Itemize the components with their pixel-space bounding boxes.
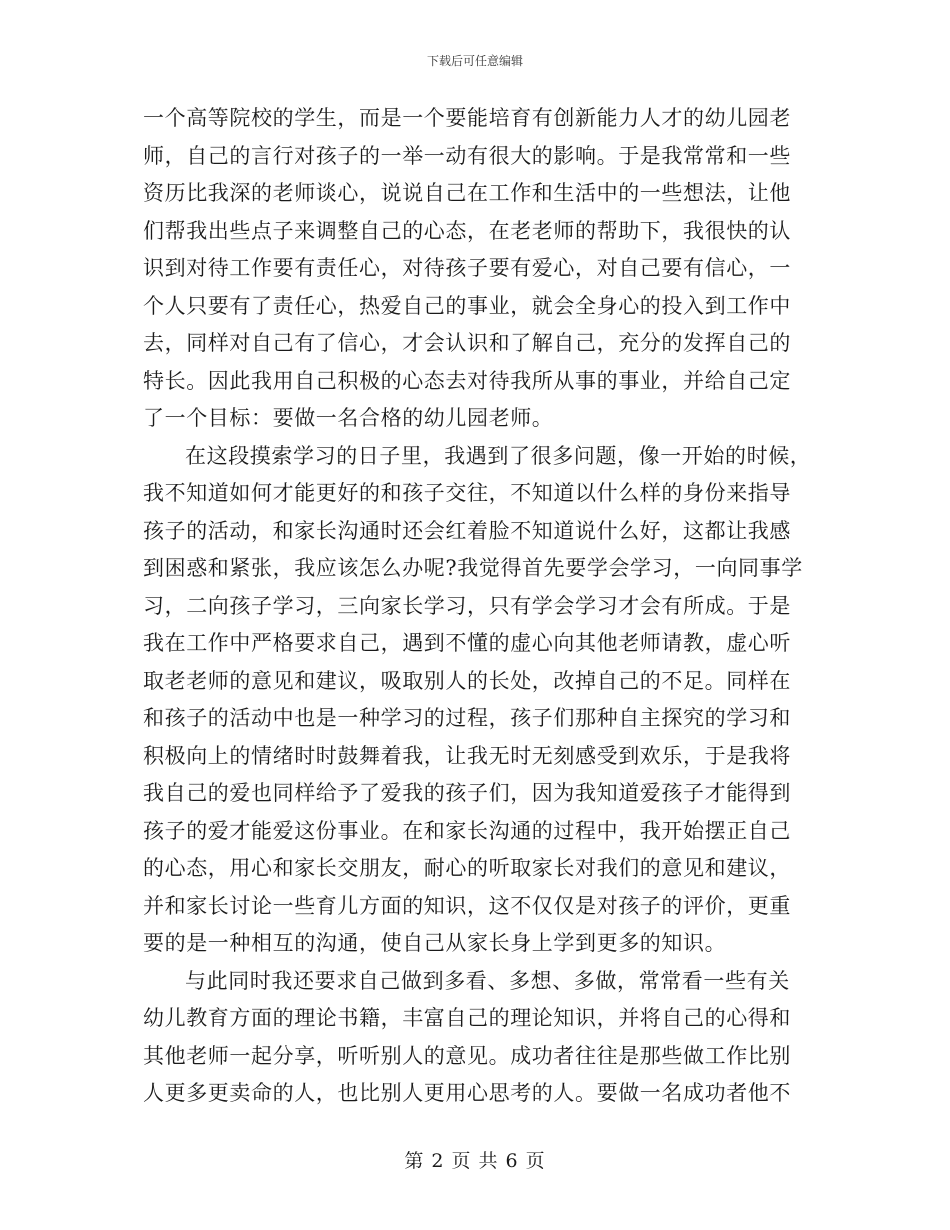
text-line: 和孩子的活动中也是一种学习的过程，孩子们那种自主探究的学习和: [143, 706, 791, 730]
body-text: [143, 100, 812, 1113]
text-line: 我在工作中严格要求自己，遇到不懂的虚心向其他老师请教，虚心听: [143, 631, 791, 655]
text-line: 要的是一种相互的沟通，使自己从家长身上学到更多的知识。: [143, 931, 727, 955]
text-line: 幼儿教育方面的理论书籍，丰富自己的理论知识，并将自己的心得和: [143, 1006, 791, 1030]
page-number: 第 2 页 共 6 页: [404, 1150, 546, 1172]
text-line: 个人只要有了责任心，热爱自己的事业，就会全身心的投入到工作中: [143, 293, 791, 318]
text-line: 到困惑和紧张，我应该怎么办呢?我觉得首先要学会学习，一向同事学: [143, 556, 803, 580]
text-line: 人更多更卖命的人，也比别人更用心思考的人。要做一名成功者他不: [143, 1081, 791, 1105]
text-line: 资历比我深的老师谈心，说说自己在工作和生活中的一些想法，让他: [143, 181, 791, 205]
text-line: 并和家长讨论一些育儿方面的知识，这不仅仅是对孩子的评价，更重: [143, 893, 791, 918]
text-line: 取老老师的意见和建议，吸取别人的长处，改掉自己的不足。同样在: [143, 668, 791, 693]
text-line: 其他老师一起分享，听听别人的意见。成功者往往是那些做工作比别: [143, 1043, 791, 1068]
text-line: 我不知道如何才能更好的和孩子交往，不知道以什么样的身份来指导: [143, 481, 791, 505]
text-line: 孩子的活动，和家长沟通时还会红着脸不知道说什么好，这都让我感: [143, 518, 791, 543]
text-line: 与此同时我还要求自己做到多看、多想、多做，常常看一些有关: [185, 968, 790, 993]
text-line: 在这段摸索学习的日子里，我遇到了很多问题，像一开始的时候，: [185, 443, 812, 468]
text-line: 特长。因此我用自己积极的心态去对待我所从事的事业，并给自己定: [143, 368, 791, 393]
text-line: 师，自己的言行对孩子的一举一动有很大的影响。于是我常常和一些: [143, 143, 791, 168]
text-line: 去，同样对自己有了信心，才会认识和了解自己，充分的发挥自己的: [143, 331, 791, 355]
page-header: 下载后可任意编辑: [426, 54, 523, 68]
text-line: 的心态，用心和家长交朋友，耐心的听取家长对我们的意见和建议，: [143, 856, 791, 880]
text-line: 习，二向孩子学习，三向家长学习，只有学会学习才会有所成。于是: [143, 593, 791, 618]
text-line: 了一个目标：要做一名合格的幼儿园老师。: [143, 406, 554, 430]
text-line: 们帮我出些点子来调整自己的心态，在老老师的帮助下，我很快的认: [143, 218, 791, 243]
text-line: 积极向上的情绪时时鼓舞着我，让我无时无刻感受到欢乐，于是我将: [143, 743, 791, 768]
text-line: 一个高等院校的学生，而是一个要能培育有创新能力人才的幼儿园老: [143, 106, 791, 130]
text-line: 孩子的爱才能爱这份事业。在和家长沟通的过程中，我开始摆正自己: [143, 818, 791, 843]
text-line: 识到对待工作要有责任心，对待孩子要有爱心，对自己要有信心，一: [143, 256, 791, 280]
text-line: 我自己的爱也同样给予了爱我的孩子们，因为我知道爱孩子才能得到: [143, 781, 791, 805]
